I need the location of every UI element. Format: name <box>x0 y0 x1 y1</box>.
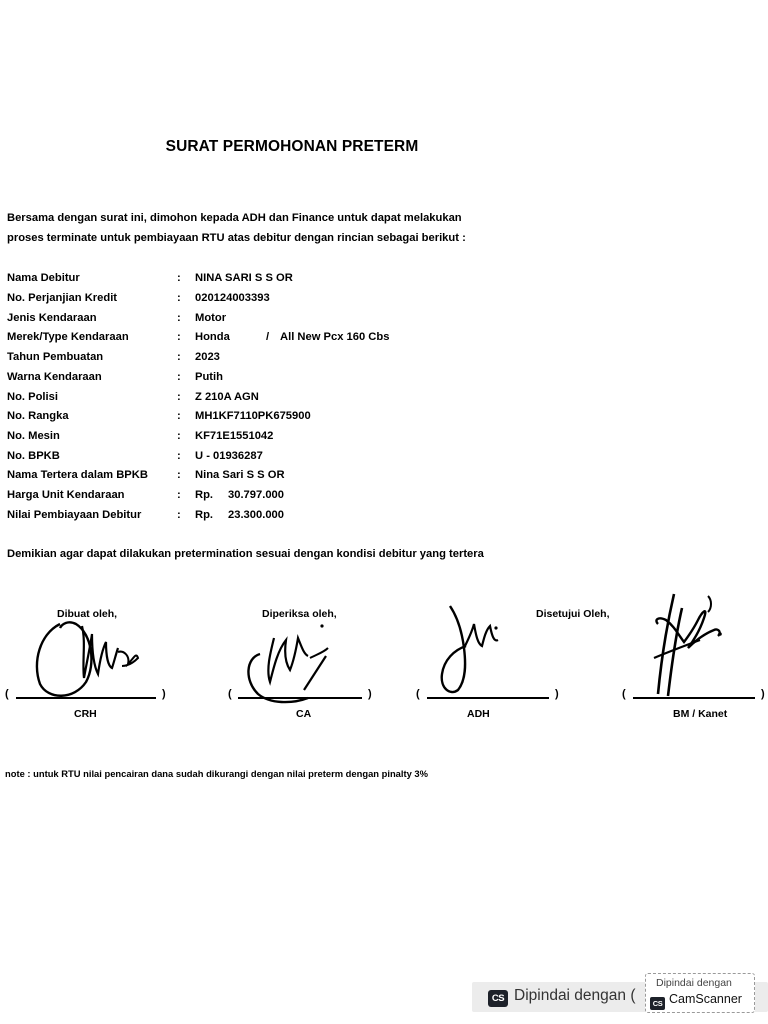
value-jenis-kendaraan: Motor <box>195 312 227 324</box>
colon: : <box>177 489 181 501</box>
value-no-perjanjian: 020124003393 <box>195 292 270 304</box>
signature-bm-kanet <box>644 590 734 700</box>
currency-harga: Rp. <box>195 489 214 501</box>
value-merek: Honda <box>195 331 230 343</box>
sig-heading-diperiksa: Diperiksa oleh, <box>262 608 337 620</box>
intro-line-1: Bersama dengan surat ini, dimohon kepada ADH dan Finance untuk dapat melakukan <box>7 212 462 224</box>
value-nama-bpkb: Nina Sari S S OR <box>195 469 285 481</box>
label-tahun-pembuatan: Tahun Pembuatan <box>7 351 104 363</box>
value-nilai-pembiayaan: 23.300.000 <box>228 509 284 521</box>
value-no-rangka: MH1KF7110PK675900 <box>195 410 311 422</box>
watermark-banner-text: Dipindai dengan ( <box>514 987 636 1004</box>
colon: : <box>177 469 181 481</box>
label-no-mesin: No. Mesin <box>7 430 60 442</box>
watermark-box-line2: CamScanner <box>669 992 742 1006</box>
value-harga-unit: 30.797.000 <box>228 489 284 501</box>
label-no-bpkb: No. BPKB <box>7 450 60 462</box>
signature-line-adh <box>427 697 549 699</box>
colon: : <box>177 272 181 284</box>
label-jenis-kendaraan: Jenis Kendaraan <box>7 312 97 324</box>
camscanner-logo-icon: CS <box>488 990 508 1007</box>
intro-line-2: proses terminate untuk pembiayaan RTU atas debitur dengan rincian sebagai berikut : <box>7 232 466 244</box>
signature-line-crh <box>16 697 156 699</box>
signature-line-bm <box>633 697 755 699</box>
value-warna-kendaraan: Putih <box>195 371 223 383</box>
watermark-box-line1: Dipindai dengan <box>656 977 732 989</box>
value-no-polisi: Z 210A AGN <box>195 391 259 403</box>
value-nama-debitur: NINA SARI S S OR <box>195 272 293 284</box>
page-title: SURAT PERMOHONAN PRETERM <box>165 138 419 155</box>
paren-open-ca: ( <box>228 688 232 700</box>
sig-heading-disetujui: Disetujui Oleh, <box>536 608 610 620</box>
closing-statement: Demikian agar dapat dilakukan pretermination sesuai dengan kondisi debitur yang tertera <box>7 548 484 560</box>
value-type: All New Pcx 160 Cbs <box>280 331 390 343</box>
sig-heading-dibuat: Dibuat oleh, <box>57 608 118 620</box>
signature-crh <box>30 612 142 702</box>
colon: : <box>177 450 181 462</box>
colon: : <box>177 371 181 383</box>
colon: : <box>177 430 181 442</box>
paren-close-ca: ) <box>368 688 372 700</box>
value-no-bpkb: U - 01936287 <box>195 450 263 462</box>
colon: : <box>177 292 181 304</box>
label-no-rangka: No. Rangka <box>7 410 69 422</box>
paren-open-adh: ( <box>416 688 420 700</box>
colon: : <box>177 391 181 403</box>
colon: : <box>177 351 181 363</box>
label-harga-unit: Harga Unit Kendaraan <box>7 489 125 501</box>
label-nama-debitur: Nama Debitur <box>7 272 80 284</box>
role-ca: CA <box>296 708 312 720</box>
colon: : <box>177 331 181 343</box>
colon: : <box>177 410 181 422</box>
paren-open-bm: ( <box>622 688 626 700</box>
value-tahun-pembuatan: 2023 <box>195 351 220 363</box>
label-nama-bpkb: Nama Tertera dalam BPKB <box>7 469 148 481</box>
colon: : <box>177 509 181 521</box>
signature-ca <box>240 618 340 708</box>
paren-close-crh: ) <box>162 688 166 700</box>
camscanner-watermark-box <box>645 973 755 1013</box>
camscanner-logo-icon: CS <box>650 997 665 1010</box>
label-merek-type: Merek/Type Kendaraan <box>7 331 129 343</box>
paren-open-crh: ( <box>5 688 9 700</box>
paren-close-adh: ) <box>555 688 559 700</box>
footer-note: note : untuk RTU nilai pencairan dana sudah dikurangi dengan nilai preterm dengan pinalty 3% <box>5 768 428 779</box>
merek-separator: / <box>266 331 270 343</box>
label-nilai-pembiayaan: Nilai Pembiayaan Debitur <box>7 509 142 521</box>
role-bm-kanet: BM / Kanet <box>673 708 728 720</box>
currency-pembiayaan: Rp. <box>195 509 214 521</box>
role-crh: CRH <box>74 708 97 720</box>
label-no-perjanjian: No. Perjanjian Kredit <box>7 292 118 304</box>
signature-adh <box>436 602 516 698</box>
label-warna-kendaraan: Warna Kendaraan <box>7 371 102 383</box>
label-no-polisi: No. Polisi <box>7 391 58 403</box>
value-no-mesin: KF71E1551042 <box>195 430 274 442</box>
paren-close-bm: ) <box>761 688 765 700</box>
colon: : <box>177 312 181 324</box>
signature-line-ca <box>238 697 362 699</box>
role-adh: ADH <box>467 708 490 720</box>
